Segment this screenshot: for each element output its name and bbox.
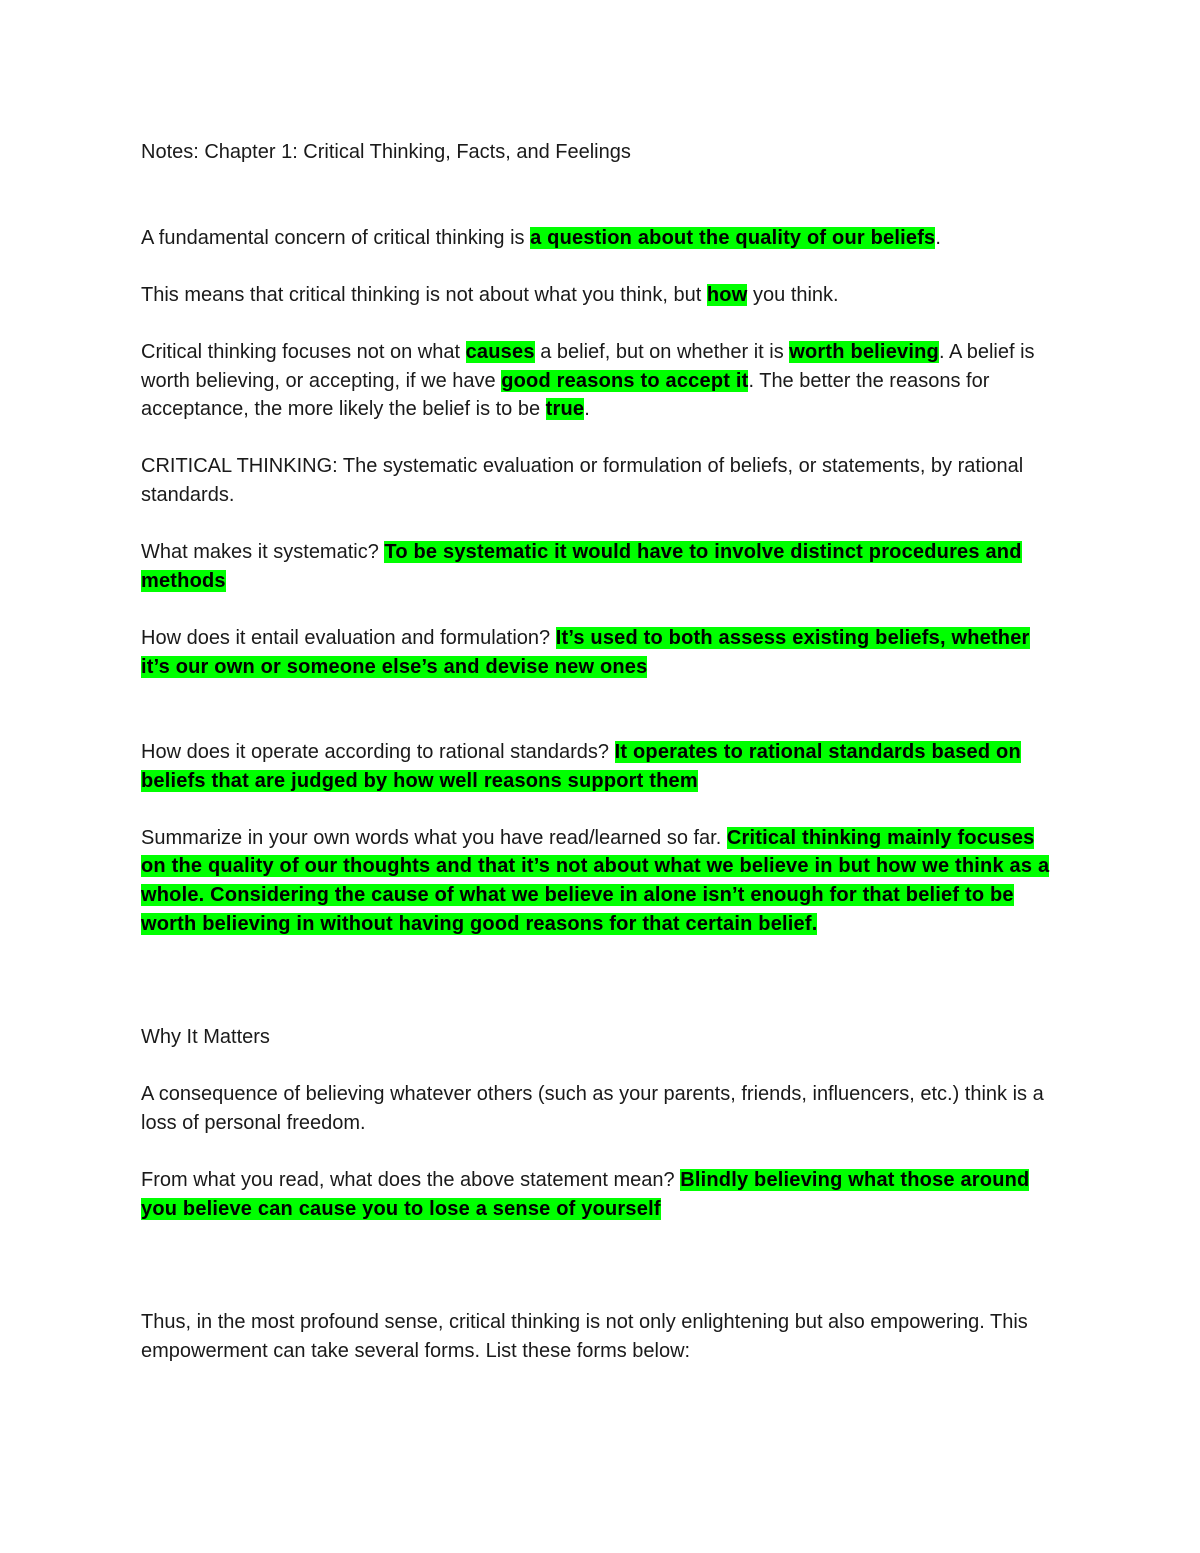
question-text: How does it entail evaluation and formulation? bbox=[141, 626, 556, 649]
highlighted-answer: a question about the quality of our beliefs bbox=[530, 226, 936, 249]
text: a belief, but on whether it is bbox=[534, 340, 790, 363]
highlighted-answer: how bbox=[706, 283, 748, 306]
text: Critical thinking focuses not on what bbox=[141, 340, 466, 363]
document-page bbox=[141, 138, 1061, 1394]
highlighted-answer: good reasons to accept it bbox=[501, 369, 749, 392]
definition-critical-thinking: CRITICAL THINKING: The systematic evaluation or formulation of beliefs, or statements, by rational standards. bbox=[141, 455, 1024, 506]
text: . bbox=[584, 398, 590, 421]
question-systematic bbox=[141, 538, 1061, 595]
highlighted-answer: It operates to rational standards based on beliefs that are judged by how well reasons support them bbox=[141, 741, 1021, 792]
question-summary bbox=[141, 824, 1061, 938]
paragraph-empowerment: Thus, in the most profound sense, critical thinking is not only enlightening but also empowering. This empowerment can take several forms. List these forms below: bbox=[141, 1311, 1028, 1362]
question-text: From what you read, what does the above statement mean? bbox=[141, 1169, 681, 1192]
highlighted-answer: causes bbox=[465, 340, 535, 363]
section-heading-why-it-matters: Why It Matters bbox=[141, 1026, 270, 1049]
text: . A belief is worth believing, or accepting, if we have bbox=[141, 340, 1035, 392]
text: you think. bbox=[747, 283, 839, 306]
paragraph-worth-believing bbox=[141, 338, 1061, 424]
paragraph-how-you-think bbox=[141, 281, 1061, 310]
question-text: What makes it systematic? bbox=[141, 541, 385, 564]
highlighted-answer: Blindly believing what those around you believe can cause you to lose a sense of yourself bbox=[141, 1169, 1030, 1220]
highlighted-answer: worth believing bbox=[789, 340, 939, 363]
highlighted-answer: Critical thinking mainly focuses on the quality of our thoughts and that it’s not about what we believe in but how we think as a whole. Considering the cause of what we believe in alone isn’t enough for that belief to be worth believing in without having good reasons for that certain belief. bbox=[141, 826, 1050, 935]
text: . The better the reasons for acceptance, the more likely the belief is to be bbox=[141, 369, 990, 421]
page-title: Notes: Chapter 1: Critical Thinking, Facts, and Feelings bbox=[141, 141, 631, 163]
text: . bbox=[935, 226, 941, 249]
text: This means that critical thinking is not about what you think, but bbox=[141, 283, 707, 306]
question-text: How does it operate according to rational standards? bbox=[141, 741, 615, 764]
paragraph-consequence: A consequence of believing whatever others (such as your parents, friends, influencers, etc.) think is a loss of personal freedom. bbox=[141, 1083, 1044, 1135]
highlighted-answer: To be systematic it would have to involve distinct procedures and methods bbox=[141, 541, 1022, 592]
highlighted-answer: true bbox=[545, 398, 585, 421]
question-rational-standards bbox=[141, 738, 1061, 795]
question-statement-meaning bbox=[141, 1166, 1061, 1223]
text: A fundamental concern of critical thinking is bbox=[141, 226, 531, 249]
question-text: Summarize in your own words what you have read/learned so far. bbox=[141, 826, 727, 849]
question-evaluation bbox=[141, 624, 1061, 681]
paragraph-fundamental-concern bbox=[141, 224, 1061, 253]
highlighted-answer: It’s used to both assess existing beliefs, whether it’s our own or someone else’s and devise new ones bbox=[141, 626, 1030, 678]
